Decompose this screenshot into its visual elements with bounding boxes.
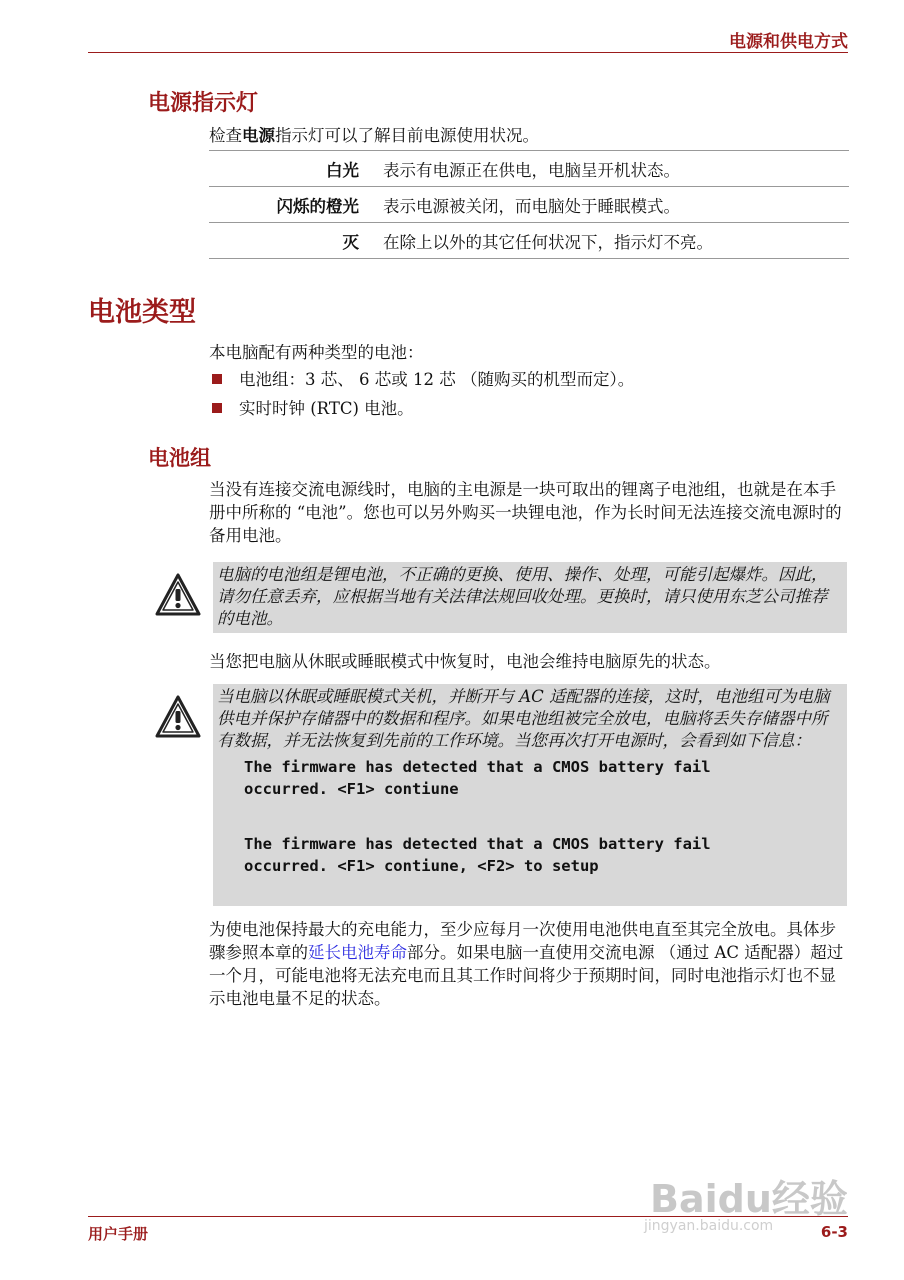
indicator-desc: 在除上以外的其它任何状况下，指示灯不亮。 xyxy=(383,223,849,259)
table-row xyxy=(209,151,849,187)
bullet-square-icon xyxy=(212,403,222,413)
cmos-message-1: The firmware has detected that a CMOS battery fail occurred. <F1> contiune xyxy=(244,758,711,798)
indicator-table xyxy=(209,150,849,259)
battery-types-list xyxy=(212,368,634,426)
table-row xyxy=(209,223,849,259)
warning-note-lithium: 电脑的电池组是锂电池，不正确的更换、使用、操作、处理，可能引起爆炸。因此，请勿任意丢弃，应根据当地有关法律法规回收处理。更换时，请只使用东芝公司推荐的电池。 xyxy=(213,562,847,633)
battery-types-intro: 本电脑配有两种类型的电池： xyxy=(209,343,424,362)
cmos-message-2: The firmware has detected that a CMOS battery fail occurred. <F1> contiune, <F2> to setup xyxy=(244,835,711,875)
indicator-desc: 表示有电源正在供电，电脑呈开机状态。 xyxy=(383,151,849,187)
extend-battery-life-link[interactable]: 延长电池寿命 xyxy=(308,943,407,962)
battery-pack-paragraph: 当没有连接交流电源线时，电脑的主电源是一块可取出的锂离子电池组，也就是在本手册中所称的 “电池”。您也可以另外购买一块锂电池，作为长时间无法连接交流电源时的备用电池。 xyxy=(209,480,842,545)
warning-icon xyxy=(155,573,201,617)
header-rule xyxy=(88,52,848,53)
header-title: 电源和供电方式 xyxy=(729,32,848,52)
page-number: 6-3 xyxy=(820,1223,848,1241)
list-item: 电池组：3 芯、 6 芯或 12 芯 （随购买的机型而定）。 xyxy=(212,368,634,397)
resume-paragraph: 当您把电脑从休眠或睡眠模式中恢复时，电池会维持电脑原先的状态。 xyxy=(209,652,721,671)
indicator-label: 闪烁的橙光 xyxy=(209,187,383,223)
battery-types-heading: 电池类型 xyxy=(88,297,196,328)
charge-paragraph: 为使电池保持最大的充电能力，至少应每月一次使用电池供电直至其完全放电。具体步骤参照本章的延长电池寿命部分。如果电脑一直使用交流电源 （通过 AC 适配器）超过一个月，可能电池将无法充电而且其工作时间将少于预期时间，同时电池指示灯也不显示电池电量不足的状态。 xyxy=(209,920,844,1008)
list-item: 实时时钟 (RTC) 电池。 xyxy=(212,397,634,426)
warning-note-hibernate xyxy=(213,684,847,906)
footer-rule xyxy=(88,1216,848,1217)
power-indicator-heading: 电源指示灯 xyxy=(148,91,259,116)
footer-manual-title: 用户手册 xyxy=(88,1225,149,1243)
watermark-url: jingyan.baidu.com xyxy=(644,1218,774,1234)
indicator-desc: 表示电源被关闭，而电脑处于睡眠模式。 xyxy=(383,187,849,223)
indicator-label: 灭 xyxy=(209,223,383,259)
table-row xyxy=(209,187,849,223)
battery-pack-heading: 电池组 xyxy=(148,446,211,470)
warning-icon xyxy=(155,695,201,739)
indicator-label: 白光 xyxy=(209,151,383,187)
warning-note-text: 当电脑以休眠或睡眠模式关机，并断开与 AC 适配器的连接，这时，电池组可为电脑供电并保护存储器中的数据和程序。如果电池组被完全放电，电脑将丢失存储器中所有数据，并无法恢复到先前的工作环境。当您再次打开电源时，会看到如下信息： xyxy=(217,687,830,750)
watermark-brand: Baidu经验 xyxy=(650,1177,848,1221)
bullet-square-icon xyxy=(212,374,222,384)
power-indicator-intro: 检查电源指示灯可以了解目前电源使用状况。 xyxy=(209,126,539,145)
